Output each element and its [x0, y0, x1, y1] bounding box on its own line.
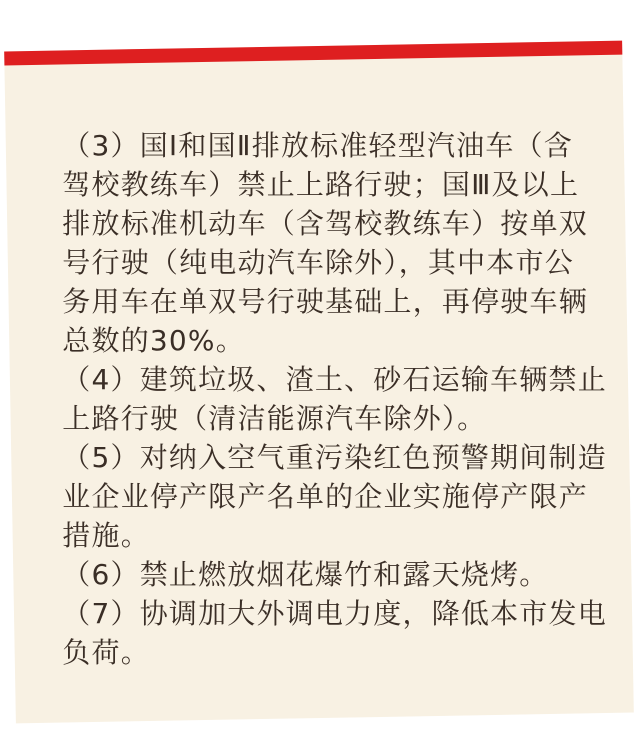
notice-card [4, 41, 634, 724]
measure-4-paragraph [62, 360, 607, 438]
measure-3-paragraph [62, 126, 598, 360]
measure-7-line: 负荷。 [62, 635, 150, 669]
measure-3-line: 号行驶（纯电动汽车除外），其中本市公 [62, 245, 574, 279]
measure-4-line: （4）建筑垃圾、渣土、砂石运输车辆禁止 [62, 362, 607, 396]
measure-6-line: （6）禁止燃放烟花爆竹和露天烧烤。 [62, 557, 549, 591]
measure-3-line: 排放标准机动车（含驾校教练车）按单双 [62, 206, 588, 240]
measure-3-line: 驾校教练车）禁止上路行驶；国Ⅲ及以上 [62, 167, 580, 201]
measure-5-line: 业企业停产限产名单的企业实施停产限产 [62, 479, 588, 513]
measure-7-paragraph [62, 594, 607, 672]
measure-6-paragraph [62, 555, 598, 594]
measure-5-paragraph [62, 438, 607, 555]
notice-text-block [62, 126, 607, 672]
measure-5-line: （5）对纳入空气重污染红色预警期间制造 [62, 440, 607, 474]
measure-5-line: 措施。 [62, 518, 150, 552]
measure-7-line: （7）协调加大外调电力度，降低本市发电 [62, 596, 607, 630]
red-header-stripe [4, 41, 622, 66]
measure-3-line: （3）国Ⅰ和国Ⅱ排放标准轻型汽油车（含 [62, 128, 573, 162]
measure-3-line: 总数的30%。 [62, 323, 245, 357]
measure-4-line: 上路行驶（清洁能源汽车除外）。 [62, 401, 487, 435]
measure-3-line: 务用车在单双号行驶基础上，再停驶车辆 [62, 284, 588, 318]
